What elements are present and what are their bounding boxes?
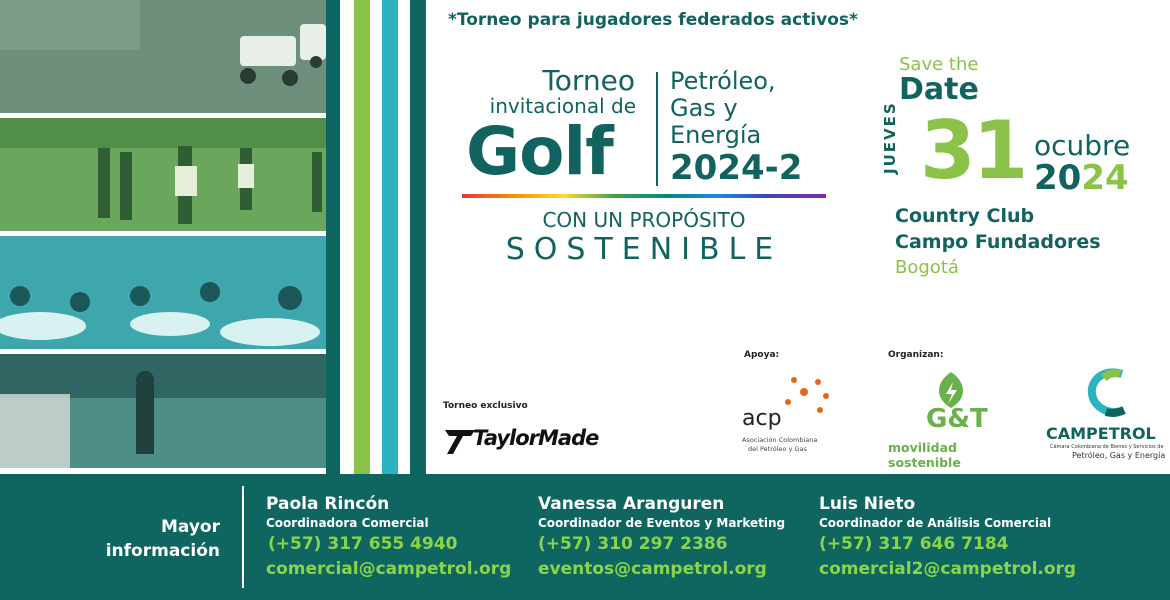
stripe-white (370, 0, 382, 474)
footer-divider (242, 486, 244, 588)
contact-role: Coordinador de Análisis Comercial (819, 516, 1052, 530)
contact-email[interactable]: comercial2@campetrol.org (819, 559, 1077, 579)
golfer-swing-photo (0, 354, 326, 468)
stripe-teal (410, 0, 426, 474)
acp-wordmark: acp (742, 406, 782, 431)
contact-phone[interactable]: (+57) 310 297 2386 (538, 534, 728, 554)
taylormade-wordmark: TaylorMade (473, 426, 599, 450)
weekday-text: JUEVES (881, 101, 899, 174)
save-the-text: Save the (899, 54, 979, 75)
year-text (1034, 158, 1129, 198)
contact-name: Vanessa Aranguren (538, 494, 725, 514)
year-suffix: 24 (1081, 158, 1129, 198)
stripe-teal (326, 0, 340, 474)
title-torneo: Torneo (542, 64, 635, 97)
acp-subtitle-2: del Petróleo y Gas (748, 445, 807, 453)
date-text: Date (899, 72, 979, 107)
more-info-line1: Mayor (160, 517, 220, 537)
title-divider (656, 72, 658, 186)
stripe-green (354, 0, 370, 474)
title-year: 2024-2 (670, 148, 803, 188)
campetrol-logo (1044, 366, 1168, 462)
sustainable-text: SOSTENIBLE (505, 232, 783, 267)
contact-footer (0, 474, 1170, 600)
title-energia: Energía (670, 121, 762, 149)
title-invitacional: invitacional de (489, 94, 636, 118)
contact-email[interactable]: comercial@campetrol.org (266, 559, 512, 579)
gt-logo (886, 370, 1032, 470)
support-label: Apoya: (744, 350, 780, 360)
taylormade-logo (443, 422, 619, 456)
exclusive-label: Torneo exclusivo (443, 401, 528, 411)
photo-divider (0, 113, 326, 118)
city-text: Bogotá (895, 257, 959, 278)
stripe-cyan (382, 0, 398, 474)
title-petroleo: Petróleo, (670, 67, 776, 95)
contact-phone[interactable]: (+57) 317 646 7184 (819, 534, 1009, 554)
stripe-white (340, 0, 354, 474)
organize-label: Organizan: (888, 350, 944, 360)
acp-subtitle-1: Asociación Colombiana (742, 436, 818, 444)
campetrol-subtitle-2: Petróleo, Gas y Energía (1072, 451, 1166, 460)
gt-wordmark: G&T (926, 404, 988, 434)
title-gas: Gas y (670, 94, 738, 122)
purpose-text: CON UN PROPÓSITO (542, 208, 746, 232)
more-info-line2: información (105, 541, 220, 561)
stripe-white (398, 0, 410, 474)
venue-line1: Country Club (895, 205, 1035, 227)
contact-role: Coordinador de Eventos y Marketing (538, 516, 786, 530)
photo-divider (0, 349, 326, 354)
year-prefix: 20 (1034, 158, 1082, 198)
contact-role: Coordinadora Comercial (266, 516, 429, 530)
campetrol-wordmark: CAMPETROL (1046, 424, 1156, 443)
title-golf: Golf (466, 113, 613, 190)
month-text: ocubre (1034, 129, 1131, 162)
campetrol-subtitle-1: Cámara Colombiana de Bienes y Servicios de (1050, 444, 1164, 450)
acp-logo (742, 372, 834, 456)
photo-divider (0, 231, 326, 236)
rainbow-divider (462, 194, 826, 198)
banquet-photo (0, 236, 326, 349)
contact-name: Luis Nieto (819, 494, 916, 514)
venue-line2: Campo Fundadores (895, 231, 1101, 253)
gt-subtitle: movilidad sostenible (888, 440, 961, 470)
contact-name: Paola Rincón (266, 494, 390, 514)
day-number: 31 (920, 104, 1026, 197)
contact-email[interactable]: eventos@campetrol.org (538, 559, 767, 579)
golf-carts-photo (0, 0, 326, 113)
golfers-photo (0, 118, 326, 231)
contact-phone[interactable]: (+57) 317 655 4940 (268, 534, 458, 554)
federated-notice: *Torneo para jugadores federados activos* (448, 10, 858, 30)
